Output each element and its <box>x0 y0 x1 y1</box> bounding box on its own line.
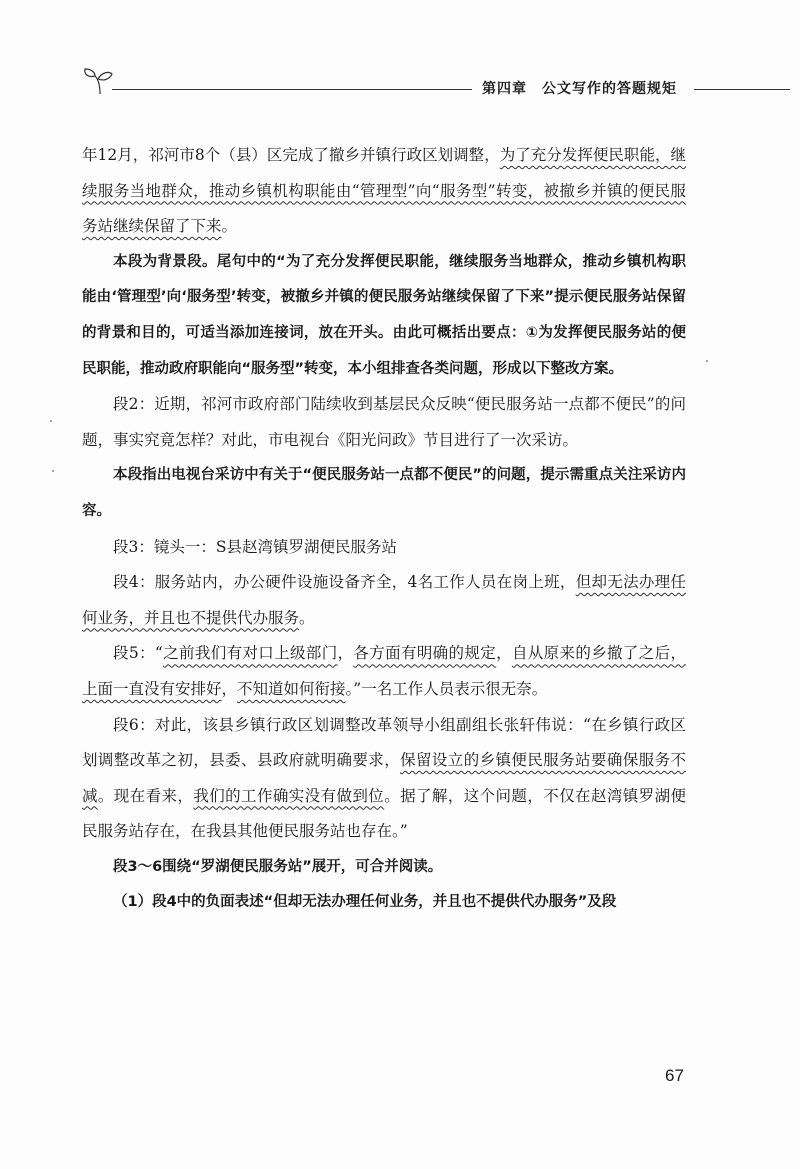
page-body <box>82 138 686 921</box>
sprout-icon <box>82 66 118 96</box>
analysis-paragraph: 本段为背景段。尾句中的“为了充分发挥便民职能，继续服务当地群众，推动乡镇机构职能由‘管理型’向‘服务型’转变，被撤乡并镇的便民服务站继续保留了下来”提示便民服务站保留的背景和目的，可适当添加连接词，放在开头。由此可概括出要点：①为发挥便民服务站的便民职能，推动政府职能向“服务型”转变，本小组排查各类问题，形成以下整改方案。 <box>82 253 686 377</box>
wavy-underline: 不知道如何衔接 <box>237 679 346 698</box>
header-rule-left <box>112 89 488 90</box>
chapter-label: 第四章 <box>482 81 527 97</box>
source-paragraph-6: 段6：对此，该县乡镇行政区划调整改革领导小组副组长张轩伟说：“在乡镇行政区划调整改革之初，县委、县政府就明确要求，保留设立的乡镇便民服务站要确保服务不减。现在看来，我们的工作确实没有做到位。据了解，这个问题，不仅在赵湾镇罗湖便民服务站存在，在我县其他便民服务站也存在。” <box>82 715 686 841</box>
analysis-paragraph: 本段指出电视台采访中有关于“便民服务站一点都不便民”的问题，提示需重点关注采访内容。 <box>82 467 686 519</box>
source-paragraph-4: 段4：服务站内，办公硬件设施设备齐全，4名工作人员在岗上班，但却无法办理任何业务，并且也不提供代办服务。 <box>82 573 686 627</box>
wavy-underline: 保留设立的乡镇便民服务站要确保服务不减 <box>82 751 686 805</box>
header-rule-right <box>694 89 790 90</box>
analysis-paragraph: 段3～6围绕“罗湖便民服务站”展开，可合并阅读。 <box>113 858 443 875</box>
wavy-underline: 但却无法办理任何业务，并且也不提供代办服务 <box>82 573 686 627</box>
analysis-paragraph: （1）段4中的负面表述“但却无法办理任何业务，并且也不提供代办服务”及段 <box>113 894 617 911</box>
source-paragraph-3: 段3：镜头一：S县赵湾镇罗湖便民服务站 <box>113 537 397 556</box>
scan-speck <box>50 420 52 422</box>
wavy-underline: 各方面有明确的规定 <box>353 644 497 663</box>
wavy-underline: 自从原来的乡撤了之后，上面一直没有安排好 <box>82 644 686 698</box>
page-number: 67 <box>665 1066 684 1085</box>
wavy-underline: 为了充分发挥便民职能，继续服务当地群众，推动乡镇机构职能由“管理型”向“服务型”转变，被撤乡并镇的便民服务站继续保留了下来 <box>82 146 686 236</box>
wavy-underline: 之前我们有对口上级部门 <box>162 644 338 663</box>
wavy-underline: 我们的工作确实没有做到位 <box>193 786 385 805</box>
chapter-title: 公文写作的答题规矩 <box>542 81 677 97</box>
page-header <box>82 62 790 102</box>
paragraph-continued: 年12月，祁河市8个（县）区完成了撤乡并镇行政区划调整，为了充分发挥便民职能，继续服务当地群众，推动乡镇机构职能由“管理型”向“服务型”转变，被撤乡并镇的便民服务站继续保留了下来。 <box>82 146 686 236</box>
source-paragraph-5: 段5：“之前我们有对口上级部门，各方面有明确的规定，自从原来的乡撤了之后，上面一直没有安排好，不知道如何衔接。”一名工作人员表示很无奈。 <box>82 644 686 698</box>
scan-speck <box>706 360 708 362</box>
scan-speck <box>52 470 54 472</box>
header-title <box>472 78 687 98</box>
source-paragraph-2: 段2：近期，祁河市政府部门陆续收到基层民众反映“便民服务站一点都不便民”的问题，事实究竟怎样？对此，市电视台《阳光问政》节目进行了一次采访。 <box>82 395 686 449</box>
